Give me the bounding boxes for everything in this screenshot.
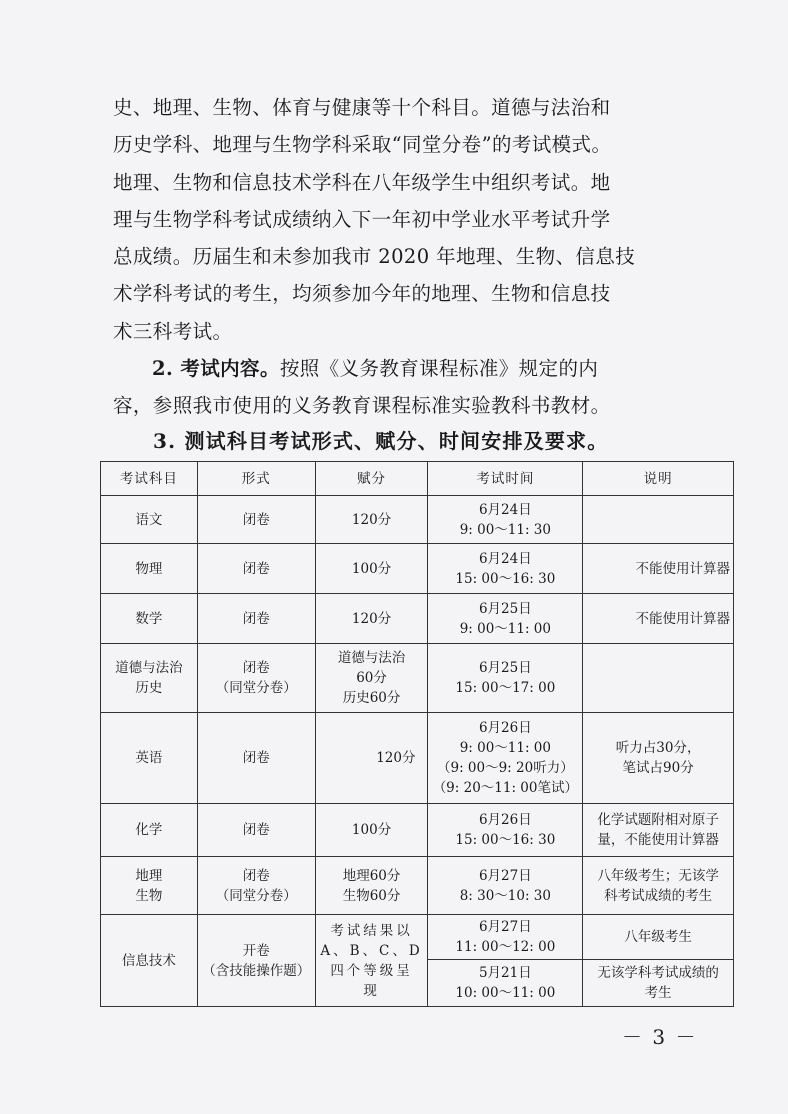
cell-form <box>197 857 315 915</box>
form-line: 闭卷 <box>242 867 270 884</box>
form-line: （含技能操作题） <box>202 962 311 979</box>
exam-time: 15: 00～16: 30 <box>455 832 556 848</box>
cell-time <box>428 857 583 915</box>
cell-note: 不能使用计算器 <box>583 594 734 644</box>
cell-note: 八年级考生 <box>583 915 734 960</box>
note-line: 考生 <box>644 985 672 1001</box>
score-line: 历史60分 <box>342 690 401 706</box>
form-line: （同堂分卷） <box>215 887 297 904</box>
note-line: 八年级考生；无该学 <box>597 867 719 884</box>
exam-date: 6月27日 <box>478 867 532 884</box>
score-line: 考试结果以 <box>330 922 413 939</box>
table-row <box>101 857 734 915</box>
item-2-label: 2. 考试内容。 <box>152 357 280 381</box>
cell-subject: 英语 <box>101 713 198 804</box>
cell-note <box>583 496 734 544</box>
exam-date: 5月21日 <box>478 965 532 981</box>
header-time: 考试时间 <box>428 462 583 496</box>
item-2-text: 按照《义务教育课程标准》规定的内 <box>279 357 599 381</box>
cell-subject: 数学 <box>101 594 198 644</box>
table-row <box>101 544 734 594</box>
cell-form <box>197 644 315 713</box>
cell-subject <box>101 644 198 713</box>
cell-note <box>583 857 734 915</box>
score-line: 生物60分 <box>342 887 401 904</box>
exam-time: 10: 00～11: 00 <box>455 985 556 1001</box>
cell-time <box>428 496 583 544</box>
header-subject: 考试科目 <box>101 462 198 496</box>
page-number: － 3 － <box>622 1025 698 1049</box>
cell-subject: 信息技术 <box>101 915 198 1007</box>
note-line: 科考试成绩的考生 <box>604 887 713 904</box>
cell-subject: 语文 <box>101 496 198 544</box>
exam-time: 8: 30～10: 30 <box>459 887 551 904</box>
exam-date: 6月24日 <box>478 550 532 567</box>
form-line: 开卷 <box>242 942 270 959</box>
cell-score: 120分 <box>315 594 428 644</box>
score-line: 道德与法治 <box>337 650 406 666</box>
score-line: A、B、C、D <box>320 942 423 959</box>
subject-line: 道德与法治 <box>115 660 183 676</box>
exam-time-writing: （9: 20～11: 00笔试） <box>432 780 578 796</box>
exam-date: 6月26日 <box>478 720 532 736</box>
item-2 <box>113 350 673 387</box>
score-line: 地理60分 <box>342 867 401 884</box>
text-line: 史、地理、生物、体育与健康等十个科目。道德与法治和 <box>113 96 611 119</box>
cell-note <box>583 713 734 804</box>
cell-score <box>315 644 428 713</box>
cell-score: 100分 <box>315 804 428 857</box>
text-line: 历史学科、地理与生物学科采取“同堂分卷”的考试模式。 <box>113 133 612 157</box>
note-line: 笔试占90分 <box>622 760 694 776</box>
exam-time: 9: 00～11: 30 <box>459 521 551 538</box>
text-line: 术三科考试。 <box>113 319 233 343</box>
cell-form: 闭卷 <box>197 544 315 594</box>
note-line: 听力占30分， <box>615 740 701 756</box>
cell-form: 闭卷 <box>197 594 315 644</box>
text-line: 理与生物学科考试成绩纳入下一年初中学业水平考试升学 <box>113 207 611 231</box>
cell-time <box>428 644 583 713</box>
cell-subject: 物理 <box>101 544 198 594</box>
cell-time <box>428 915 583 960</box>
cell-score <box>315 857 428 915</box>
header-note: 说明 <box>583 462 734 496</box>
table-row <box>101 496 734 544</box>
subject-line: 地理 <box>135 867 163 884</box>
cell-score <box>315 915 428 1007</box>
cell-note <box>583 644 734 713</box>
exam-time-listening: （9: 00～9: 20听力） <box>436 760 574 776</box>
exam-date: 6月24日 <box>478 501 532 518</box>
cell-form: 闭卷 <box>197 804 315 857</box>
cell-note <box>583 960 734 1007</box>
exam-time: 9: 00～11: 00 <box>459 620 551 637</box>
text-line: 地理、生物和信息技术学科在八年级学生中组织考试。地 <box>113 170 611 194</box>
score-line: 60分 <box>356 670 387 686</box>
header-score: 赋分 <box>315 462 428 496</box>
cell-score: 120分 <box>315 496 428 544</box>
header-form: 形式 <box>197 462 315 496</box>
table-row <box>101 644 734 713</box>
note-line: 化学试题附相对原子 <box>597 812 719 828</box>
exam-time: 9: 00～11: 00 <box>459 740 551 756</box>
cell-score: 120分 <box>315 713 428 804</box>
exam-date: 6月25日 <box>478 660 532 676</box>
exam-time: 15: 00～16: 30 <box>455 570 556 587</box>
score-line: 四个等级呈 <box>330 962 413 979</box>
cell-time <box>428 544 583 594</box>
exam-date: 6月25日 <box>478 600 532 617</box>
exam-date: 6月26日 <box>478 812 532 828</box>
text-line: 总成绩。历届生和未参加我市 2020 年地理、生物、信息技 <box>113 245 636 269</box>
table-row <box>101 713 734 804</box>
exam-date: 6月27日 <box>478 919 532 935</box>
cell-note: 不能使用计算器 <box>583 544 734 594</box>
cell-time <box>428 804 583 857</box>
item-3-heading: 3. 测试科目考试形式、赋分、时间安排及要求。 <box>153 429 609 453</box>
table-header-row <box>101 462 734 496</box>
table-row <box>101 915 734 960</box>
table-row <box>101 804 734 857</box>
exam-time: 15: 00～17: 00 <box>455 680 556 696</box>
cell-time <box>428 960 583 1007</box>
table-row <box>101 594 734 644</box>
subject-line: 生物 <box>135 887 163 904</box>
text-line: 术学科考试的考生，均须参加今年的地理、生物和信息技 <box>113 282 611 306</box>
subject-line: 历史 <box>135 680 163 696</box>
body-paragraph <box>113 89 673 425</box>
cell-form <box>197 915 315 1007</box>
cell-time <box>428 713 583 804</box>
exam-time: 11: 00～12: 00 <box>455 939 556 955</box>
cell-form: 闭卷 <box>197 496 315 544</box>
score-line: 现 <box>363 982 380 999</box>
cell-score: 100分 <box>315 544 428 594</box>
form-line: 闭卷 <box>242 660 270 676</box>
cell-time <box>428 594 583 644</box>
note-line: 量，不能使用计算器 <box>597 832 719 848</box>
cell-note <box>583 804 734 857</box>
cell-subject: 化学 <box>101 804 198 857</box>
cell-subject <box>101 857 198 915</box>
text-line: 容，参照我市使用的义务教育课程标准实验教科书教材。 <box>113 394 611 418</box>
exam-schedule-table <box>100 461 734 1007</box>
note-line: 无该学科考试成绩的 <box>597 965 719 981</box>
cell-form: 闭卷 <box>197 713 315 804</box>
form-line: （同堂分卷） <box>215 680 297 696</box>
